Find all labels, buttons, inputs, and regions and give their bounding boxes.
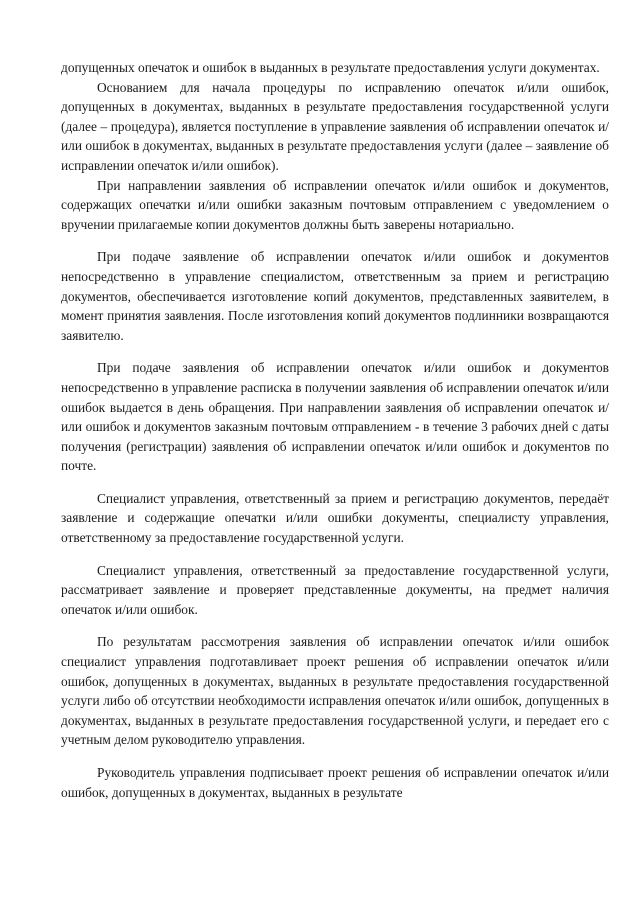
- paragraph-transfer-to-specialist: Специалист управления, ответственный за прием и регистрацию документов, передаёт заявление и содержащие опечатки и/или ошибки документы, специалисту управления, ответственному за предоставление государственной услуги.: [61, 490, 609, 546]
- paragraph-head-signature: Руководитель управления подписывает проект решения об исправлении опечаток и/или ошибок, допущенных в документах, выданных в результате: [61, 765, 609, 800]
- paragraph-receipt-issuance: При подаче заявления об исправлении опечаток и/или ошибок и документов непосредственно в управление расписка в получении заявления об исправлении опечаток и/или ошибок выдается в день обращения. При направлении заявления об исправлении опечаток и/или ошибок и документов заказным почтовым отправлением - в течение 3 рабочих дней с даты получения (регистрации) заявления об исправлении опечаток и/или ошибок и документов по почте.: [61, 360, 609, 474]
- paragraph-in-person-submission: При подаче заявление об исправлении опечаток и/или ошибок и документов непосредственно в управление специалистом, ответственным за прием и регистрацию документов, обеспечивается изготовление копий документов, представленных заявителем, в момент принятия заявления. После изготовления копий документов подлинники возвращаются заявителю.: [61, 249, 609, 343]
- paragraph-continuation: допущенных опечаток и ошибок в выданных в результате предоставления услуги документах.: [61, 60, 600, 75]
- paragraph-basis-for-procedure: Основанием для начала процедуры по исправлению опечаток и/или ошибок, допущенных в документах, выданных в результате предоставления государственной услуги (далее – процедура), является поступление в управление заявления об исправлении опечаток и/или ошибок в документах, выданных в результате предоставления услуги (далее – заявление об исправлении опечаток и/или ошибок).: [61, 79, 609, 173]
- paragraph-specialist-review: Специалист управления, ответственный за предоставление государственной услуги, рассматривает заявление и проверяет представленные документы, на предмет наличия опечаток и/или ошибок.: [61, 562, 609, 617]
- paragraph-draft-decision: По результатам рассмотрения заявления об исправлении опечаток и/или ошибок специалист управления подготавливает проект решения об исправлении опечаток и/или ошибок, допущенных в документах, выданных в результате предоставления государственной услуги либо об отсутствии необходимости исправления опечаток и/или ошибок, допущенных в документах, выданных в результате предоставления государственной услуги, и передает его с учетным делом руководителю управления.: [61, 634, 609, 748]
- document-page: [61, 58, 609, 802]
- paragraph-postal-submission: При направлении заявления об исправлении опечаток и/или ошибок и документов, содержащих опечатки и/или ошибки заказным почтовым отправлением с уведомлением о вручении прилагаемые копии документов должны быть заверены нотариально.: [61, 177, 609, 232]
